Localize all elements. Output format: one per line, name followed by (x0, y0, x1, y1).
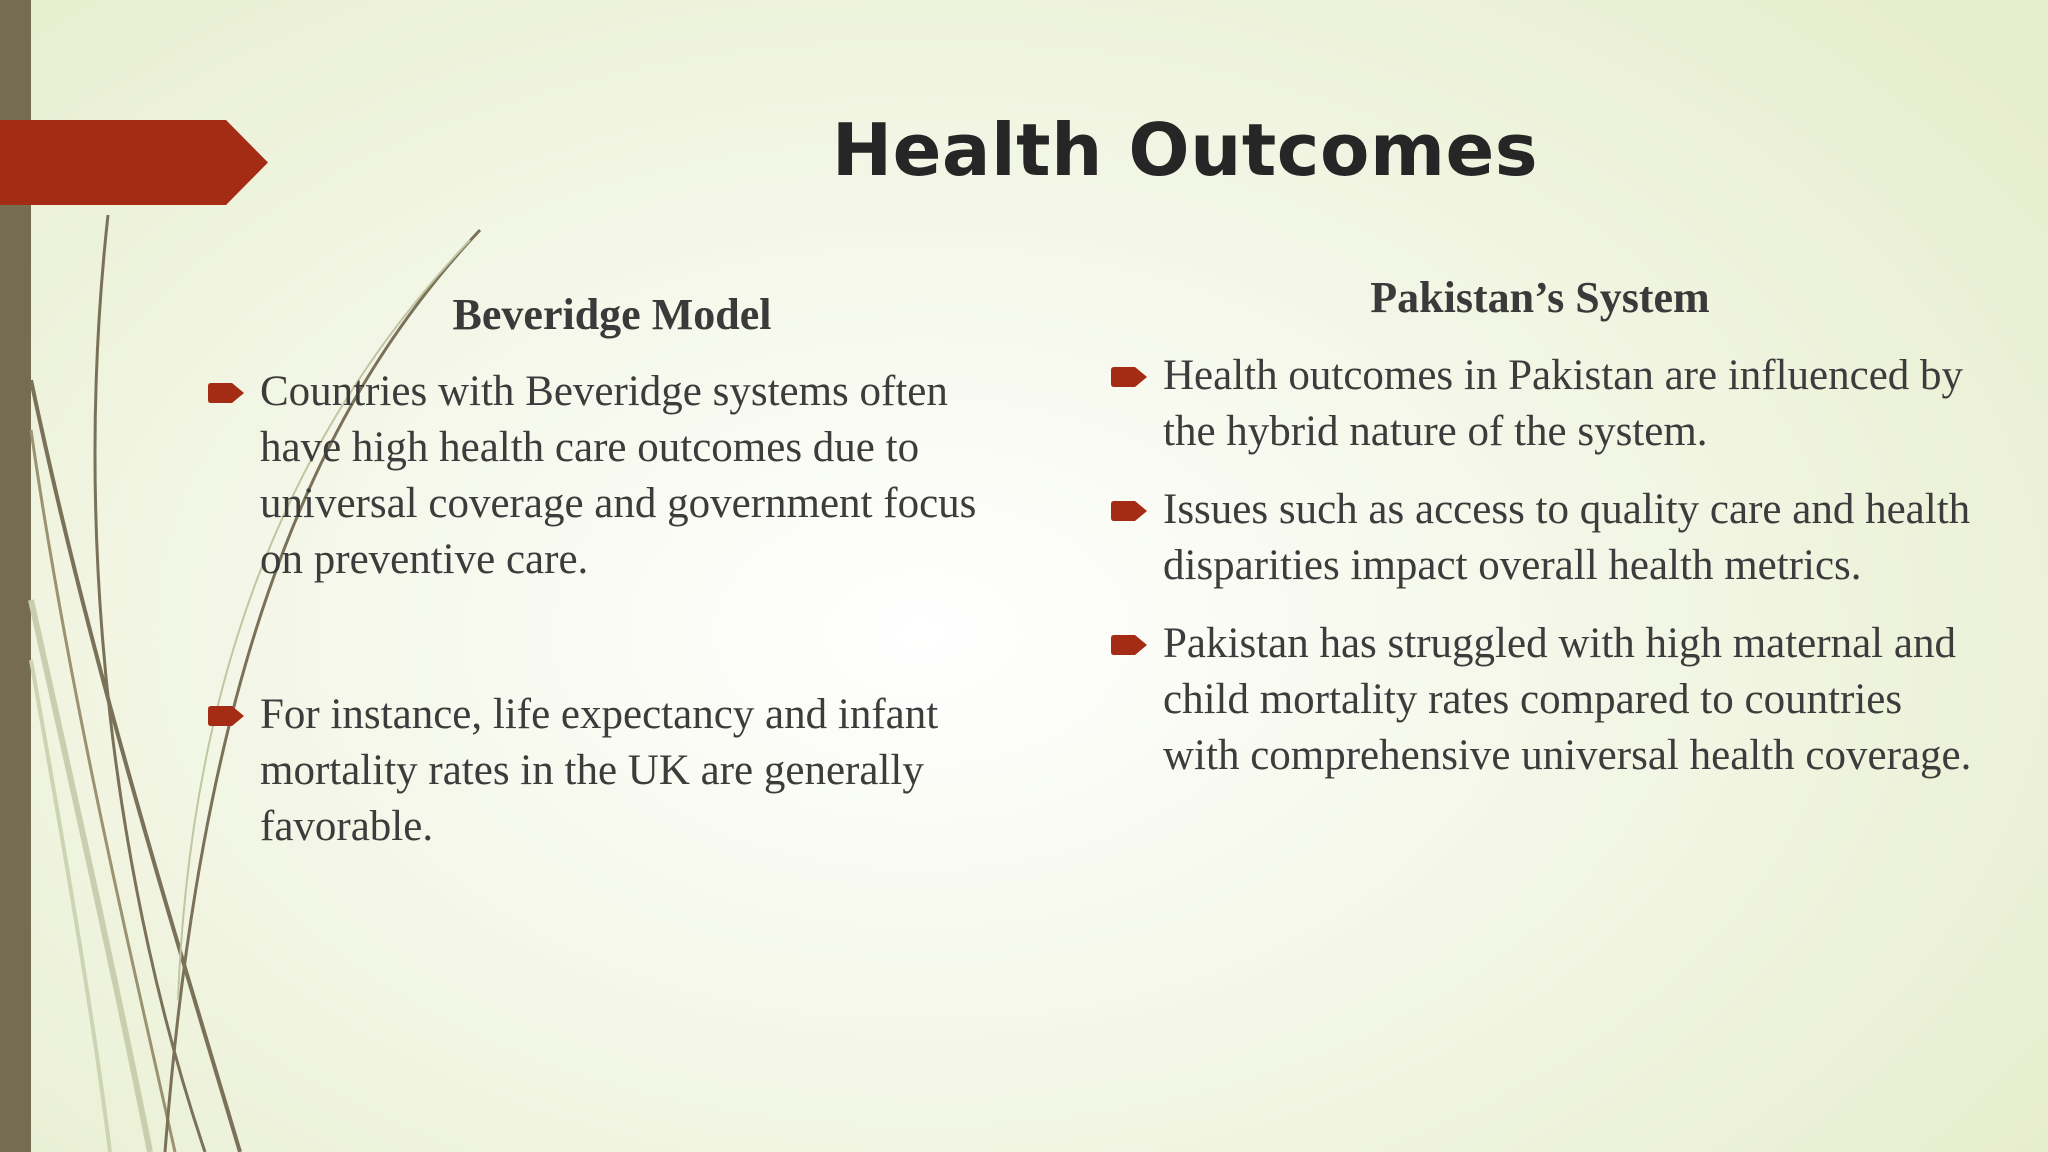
beveridge-bullet-list (208, 364, 1028, 855)
bullet-text: For instance, life expectancy and infant mortality rates in the UK are generally favorable. (260, 691, 939, 850)
slide-title: Health Outcomes (831, 108, 1539, 192)
arrow-bullet-icon (1111, 367, 1147, 387)
list-item (1111, 616, 1981, 784)
list-item (208, 687, 1028, 855)
bullet-text: Countries with Beveridge systems often have high health care outcomes due to universal coverage and government focus on preventive care. (260, 368, 977, 583)
list-item (208, 364, 1028, 588)
bullet-text: Pakistan has struggled with high maternal and child mortality rates compared to countries with comprehensive universal health coverage. (1163, 620, 1972, 779)
pakistan-bullet-list (1111, 348, 1981, 806)
bullet-text: Issues such as access to quality care and health disparities impact overall health metrics. (1163, 486, 1971, 589)
arrow-bullet-icon (208, 383, 244, 403)
bullet-text: Health outcomes in Pakistan are influenced by the hybrid nature of the system. (1163, 352, 1964, 455)
beveridge-model-heading: Beveridge Model (452, 290, 772, 339)
list-item (1111, 482, 1981, 594)
pakistan-system-heading: Pakistan’s System (1370, 273, 1710, 322)
arrow-bullet-icon (208, 706, 244, 726)
arrow-bullet-icon (1111, 635, 1147, 655)
title-accent-arrow (0, 120, 268, 205)
arrow-bullet-icon (1111, 501, 1147, 521)
list-item (1111, 348, 1981, 460)
